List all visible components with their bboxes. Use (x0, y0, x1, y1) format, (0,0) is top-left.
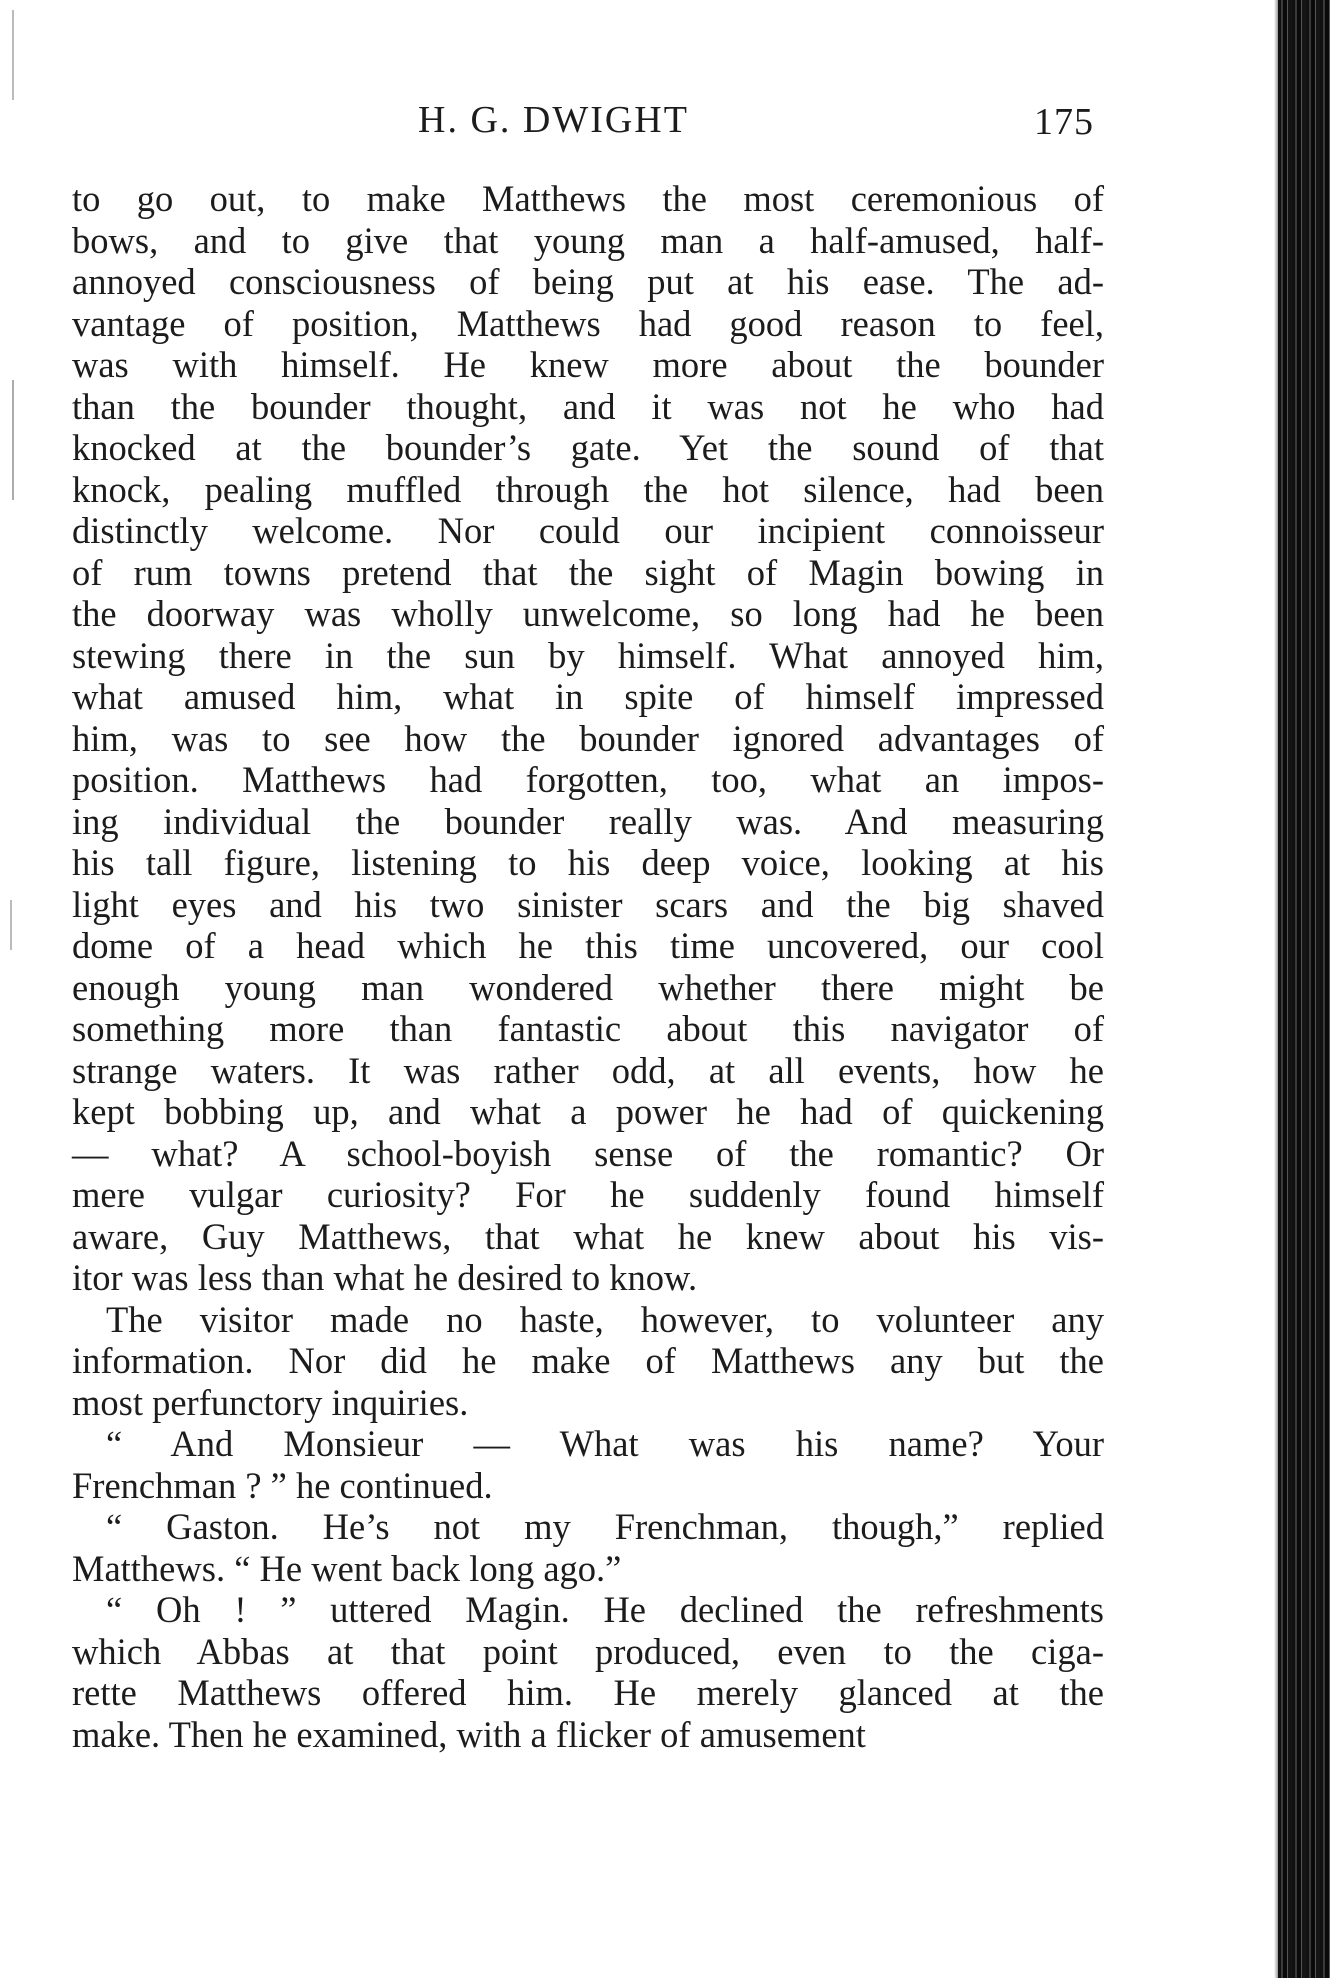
text-line: him, was to see how the bounder ignored advantages of (72, 717, 1104, 759)
text-line: of rum towns pretend that the sight of Magin bowing in (72, 551, 1104, 593)
text-line: “ Oh ! ” uttered Magin. He declined the refreshments (106, 1589, 1104, 1630)
gutter-mark (12, 380, 14, 500)
text-line: vantage of position, Matthews had good reason to feel, (72, 302, 1104, 344)
paragraph (72, 1589, 1104, 1755)
text-line: than the bounder thought, and it was not he who had (72, 385, 1104, 427)
text-line: what amused him, what in spite of himself impressed (72, 676, 1104, 717)
paragraph (72, 1506, 1104, 1589)
text-line: the doorway was wholly unwelcome, so long had he been (72, 593, 1104, 634)
text-line: “ Gaston. He’s not my Frenchman, though,” replied (106, 1506, 1104, 1547)
text-line: bows, and to give that young man a half-amused, half- (72, 219, 1104, 261)
paragraph (72, 1423, 1104, 1506)
text-line: mere vulgar curiosity? For he suddenly found himself (72, 1174, 1104, 1215)
text-line: most perfunctory inquiries. (72, 1381, 469, 1423)
text-line: dome of a head which he this time uncovered, our cool (72, 925, 1104, 966)
text-line: position. Matthews had forgotten, too, what an impos- (72, 759, 1104, 800)
text-line: kept bobbing up, and what a power he had of quickening (72, 1091, 1104, 1132)
gutter-mark (10, 900, 12, 950)
text-line: aware, Guy Matthews, that what he knew about his vis- (72, 1215, 1104, 1257)
text-line: distinctly welcome. Nor could our incipient connoisseur (72, 510, 1104, 551)
text-line: “ And Monsieur — What was his name? Your (106, 1423, 1104, 1464)
text-line: enough young man wondered whether there might be (72, 966, 1104, 1008)
text-line: Matthews. “ He went back long ago.” (72, 1547, 622, 1589)
text-line: his tall figure, listening to his deep voice, looking at his (72, 842, 1104, 883)
body-text (72, 178, 1104, 1755)
text-line: make. Then he examined, with a flicker of amusement (72, 1713, 866, 1755)
text-line: ing individual the bounder really was. And measuring (72, 800, 1104, 842)
text-line: — what? A school-boyish sense of the romantic? Or (72, 1132, 1104, 1174)
text-line: something more than fantastic about this navigator of (72, 1008, 1104, 1049)
running-head (0, 98, 1330, 148)
page-number: 175 (1034, 101, 1094, 143)
text-line: to go out, to make Matthews the most ceremonious of (72, 178, 1104, 219)
text-line: was with himself. He knew more about the bounder (72, 344, 1104, 385)
paragraph (72, 1299, 1104, 1424)
paragraph (72, 178, 1104, 1299)
running-title: H. G. DWIGHT (418, 99, 689, 141)
book-binding (1278, 0, 1330, 1978)
text-line: light eyes and his two sinister scars and the big shaved (72, 883, 1104, 925)
text-line: knocked at the bounder’s gate. Yet the sound of that (72, 427, 1104, 468)
text-line: information. Nor did he make of Matthews any but the (72, 1340, 1104, 1381)
text-line: The visitor made no haste, however, to volunteer any (106, 1298, 1104, 1340)
text-line: knock, pealing muffled through the hot silence, had been (72, 468, 1104, 510)
text-line: Frenchman ? ” he continued. (72, 1464, 493, 1506)
gutter-mark (12, 10, 14, 100)
text-line: rette Matthews offered him. He merely glanced at the (72, 1672, 1104, 1713)
text-line: stewing there in the sun by himself. What annoyed him, (72, 634, 1104, 676)
text-line: annoyed consciousness of being put at his ease. The ad- (72, 261, 1104, 302)
text-line: which Abbas at that point produced, even to the ciga- (72, 1630, 1104, 1672)
text-line: itor was less than what he desired to know. (72, 1257, 698, 1298)
text-line: strange waters. It was rather odd, at all events, how he (72, 1049, 1104, 1091)
